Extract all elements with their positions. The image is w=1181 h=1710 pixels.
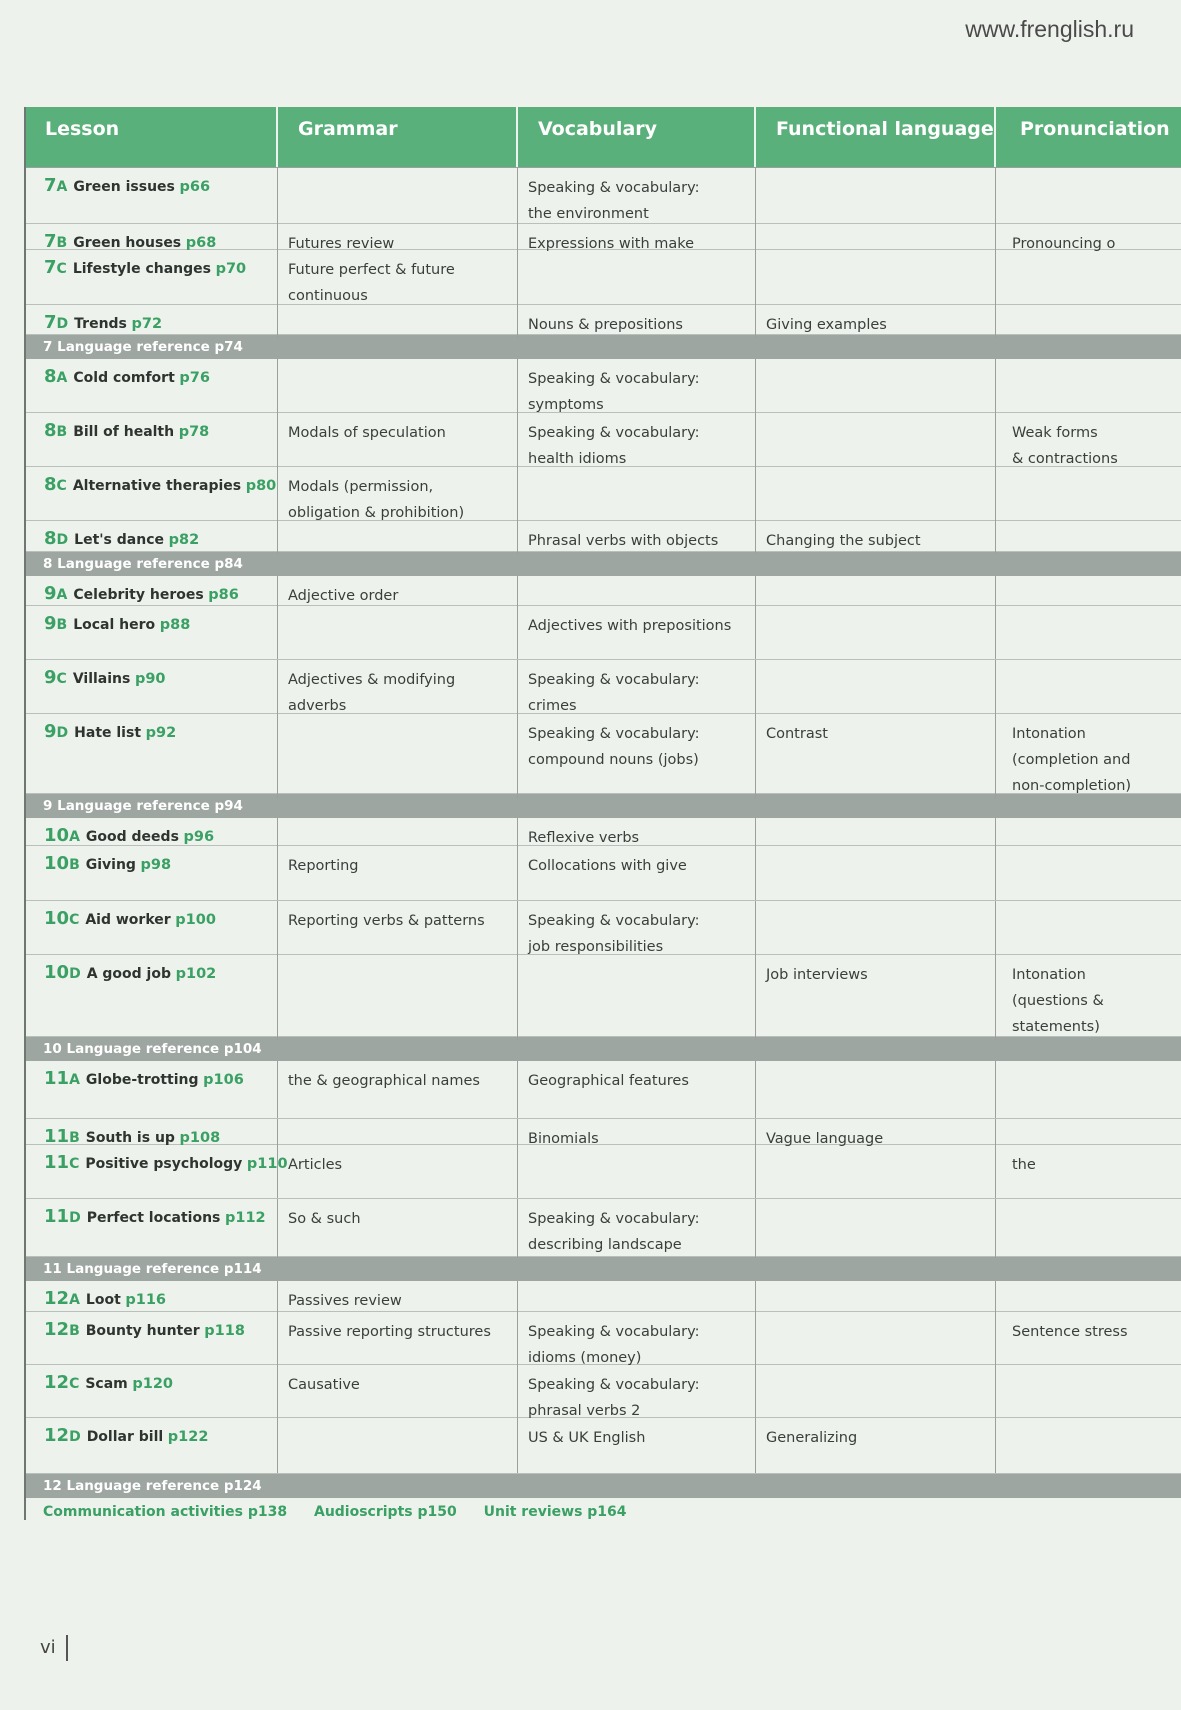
pronunciation-cell [996,846,1181,900]
lesson-title: Positive psychology [85,1156,243,1172]
functional-language-cell [756,660,996,719]
header-vocabulary: Vocabulary [518,107,756,167]
pronunciation-cell: Intonation (questions & statements) [1012,967,1104,1035]
vocabulary-cell: Nouns & prepositions [518,305,756,338]
grammar-cell: Modals (permission, obligation & prohibition) [278,467,518,526]
lesson-cell[interactable] [26,467,278,526]
functional-language-cell [756,250,996,309]
vocabulary-cell: Speaking & vocabulary: idioms (money) [518,1312,756,1371]
lesson-cell[interactable] [26,606,278,659]
vocabulary-cell: Adjectives with prepositions [518,606,756,659]
functional-language-cell [756,167,996,227]
lesson-letter: C [56,671,67,687]
lesson-row [26,1061,1181,1119]
lesson-code [44,721,68,742]
header-functional-language: Functional language [756,107,996,167]
lesson-code [44,613,67,634]
lesson-title: Celebrity heroes [73,587,204,603]
lesson-title: Scam [85,1376,128,1392]
functional-language-cell [756,1199,996,1258]
lesson-code [44,1319,80,1340]
functional-language-cell: Job interviews [756,955,996,1040]
vocabulary-cell: Binomials [518,1119,756,1152]
lesson-title: Trends [74,316,127,332]
grammar-cell: Modals of speculation [278,413,518,472]
lesson-title: Cold comfort [73,370,175,386]
lesson-page: p80 [245,478,277,494]
lesson-letter: A [56,587,68,603]
lesson-page: p106 [203,1072,244,1088]
pronunciation-cell: Weak forms & contractions [1012,425,1118,467]
lesson-cell[interactable] [26,413,278,472]
grammar-cell [278,606,518,659]
lesson-title: Green houses [73,235,182,251]
functional-language-cell: Giving examples [756,305,996,338]
lesson-row [26,1365,1181,1418]
lesson-page: p78 [178,424,210,440]
vocabulary-cell: Phrasal verbs with objects [518,521,756,554]
grammar-cell [278,521,518,554]
lesson-letter: D [56,725,69,741]
lesson-letter: B [56,617,68,633]
lesson-cell[interactable] [26,305,278,338]
lesson-letter: B [69,1323,80,1339]
lesson-number: 8 [44,420,57,441]
lesson-letter: A [56,179,68,195]
lesson-letter: D [69,1210,81,1226]
lesson-title: Bounty hunter [85,1323,200,1339]
vocabulary-cell [518,467,756,526]
table-body [26,167,1181,1498]
grammar-cell: Adjectives & modifying adverbs [278,660,518,719]
lesson-row [26,1312,1181,1365]
header-lesson: Lesson [26,107,278,167]
lesson-row [26,1418,1181,1474]
lesson-page: p82 [168,532,200,548]
lesson-title: Good deeds [85,829,179,845]
functional-language-cell [756,1145,996,1198]
functional-language-cell [756,467,996,526]
lesson-number: 9 [44,583,57,604]
lesson-letter: B [56,235,68,251]
vocabulary-cell: US & UK English [518,1418,756,1473]
lesson-letter: B [69,1130,80,1146]
pronunciation-cell: Intonation (completion and non-completion) [1012,726,1132,794]
lesson-letter: D [56,532,69,548]
lesson-code [44,853,80,874]
grammar-cell: Passive reporting structures [278,1312,518,1371]
lesson-number: 12 [44,1372,70,1393]
lesson-cell[interactable] [26,1281,278,1314]
lesson-row [26,955,1181,1037]
vocabulary-cell: Speaking & vocabulary: compound nouns (jobs) [518,714,756,799]
lesson-page: p112 [224,1210,266,1226]
communication-activities-link[interactable]: Communication activities p138 [43,1504,288,1520]
lesson-title: Loot [85,1292,121,1308]
grammar-cell: Passives review [278,1281,518,1314]
lesson-page: p110 [246,1156,288,1172]
lesson-number: 10 [44,825,70,846]
lesson-number: 7 [44,175,57,196]
lesson-letter: A [69,1292,80,1308]
lesson-number: 10 [44,853,70,874]
lesson-number: 9 [44,613,57,634]
header-pronunciation: Pronunciation [1020,118,1170,140]
lesson-number: 9 [44,721,57,742]
lesson-title: Villains [72,671,131,687]
grammar-cell [278,955,518,1040]
vocabulary-cell: Expressions with make [518,224,756,257]
grammar-cell: Reporting [278,846,518,900]
lesson-row [26,250,1181,305]
lesson-title: Globe-trotting [85,1072,199,1088]
grammar-cell: Articles [278,1145,518,1198]
language-reference-band[interactable]: 11 Language reference p114 [26,1257,1181,1281]
functional-language-cell: Generalizing [756,1418,996,1473]
functional-language-cell [756,1365,996,1424]
lesson-code [44,312,68,333]
lesson-title: Alternative therapies [72,478,242,494]
lesson-row [26,606,1181,660]
pronunciation-cell [996,305,1181,338]
grammar-cell [278,305,518,338]
lesson-number: 12 [44,1319,70,1340]
grammar-cell: Adjective order [278,576,518,609]
lesson-code [44,1152,79,1173]
lesson-number: 7 [44,231,57,252]
unit-reviews-link[interactable]: Unit reviews p164 [483,1504,627,1520]
functional-language-cell [756,359,996,418]
pronunciation-cell [996,1061,1181,1118]
lesson-row [26,660,1181,714]
lesson-letter: C [69,1156,80,1172]
grammar-cell [278,359,518,418]
lesson-page: p90 [134,671,166,687]
lesson-page: p76 [179,370,210,386]
vocabulary-cell [518,1281,756,1314]
lesson-number: 10 [44,908,70,929]
lesson-letter: D [69,1429,81,1445]
functional-language-cell: Contrast [756,714,996,799]
lesson-page: p92 [145,725,177,741]
pronunciation-cell [996,660,1181,719]
site-watermark: www.frenglish.ru [965,16,1134,42]
pronunciation-cell [996,1365,1181,1424]
lesson-row [26,1281,1181,1312]
lesson-code [44,583,67,604]
vocabulary-cell: Collocations with give [518,846,756,900]
lesson-row [26,467,1181,521]
lesson-row [26,521,1181,552]
lesson-title: Giving [85,857,136,873]
pronunciation-cell [996,467,1181,526]
lesson-page: p118 [204,1323,245,1339]
vocabulary-cell [518,955,756,1040]
functional-language-cell: Vague language [756,1119,996,1152]
vocabulary-cell: Speaking & vocabulary: health idioms [518,413,756,472]
lesson-row [26,224,1181,250]
pronunciation-cell [996,167,1181,227]
grammar-cell: Future perfect & future continuous [278,250,518,309]
lesson-page: p120 [132,1376,174,1392]
pronunciation-cell: Sentence stress [1012,1324,1128,1340]
lesson-code [44,1206,81,1227]
table-header-row [26,107,1181,167]
functional-language-cell [756,1281,996,1314]
lesson-number: 11 [44,1206,70,1227]
grammar-cell [278,1418,518,1473]
lesson-code [44,1425,81,1446]
functional-language-cell [756,606,996,659]
header-grammar: Grammar [278,107,518,167]
lesson-title: Green issues [73,179,175,195]
lesson-letter: B [56,424,68,440]
pronunciation-cell [996,1281,1181,1314]
lesson-cell[interactable] [26,1145,288,1198]
lesson-cell[interactable] [26,1199,278,1258]
lesson-page: p88 [159,617,191,633]
lesson-letter: C [69,912,80,928]
functional-language-cell [756,1312,996,1371]
pronunciation-cell [996,901,1181,960]
pronunciation-cell [996,521,1181,554]
lesson-code [44,908,79,929]
vocabulary-cell: Speaking & vocabulary: phrasal verbs 2 [518,1365,756,1424]
lesson-title: Let's dance [74,532,164,548]
lesson-title: Local hero [73,617,156,633]
lesson-code [44,667,67,688]
lesson-letter: D [69,966,81,982]
lesson-code [44,528,68,549]
lesson-page: p98 [140,857,172,873]
lesson-page: p102 [175,966,217,982]
lesson-cell[interactable] [26,901,278,960]
lesson-title: South is up [85,1130,175,1146]
grammar-cell [278,714,518,799]
lesson-number: 7 [44,312,57,333]
vocabulary-cell: Speaking & vocabulary: symptoms [518,359,756,418]
functional-language-cell [756,901,996,960]
lesson-row [26,714,1181,794]
pronunciation-cell: the [1012,1157,1036,1173]
lesson-number: 8 [44,528,57,549]
lesson-title: Lifestyle changes [72,261,211,277]
pronunciation-cell [996,606,1181,659]
language-reference-band[interactable]: 12 Language reference p124 [26,1474,1181,1498]
lesson-number: 9 [44,667,57,688]
lesson-letter: C [56,261,67,277]
lesson-code [44,825,80,846]
lesson-row [26,576,1181,606]
grammar-cell: Futures review [278,224,518,257]
lesson-number: 12 [44,1288,70,1309]
lesson-row [26,1119,1181,1145]
lesson-title: A good job [86,966,171,982]
lesson-page: p116 [125,1292,167,1308]
grammar-cell [278,167,518,227]
audioscripts-link[interactable]: Audioscripts p150 [313,1504,457,1520]
lesson-title: Dollar bill [86,1429,164,1445]
lesson-cell[interactable] [26,714,278,799]
lesson-row [26,359,1181,413]
functional-language-cell [756,413,996,472]
lesson-row [26,818,1181,846]
functional-language-cell [756,576,996,609]
vocabulary-cell: Speaking & vocabulary: describing landscape [518,1199,756,1258]
lesson-row [26,413,1181,467]
vocabulary-cell: Speaking & vocabulary: the environment [518,167,756,227]
pronunciation-cell [996,359,1181,418]
lesson-number: 8 [44,474,57,495]
vocabulary-cell: Reflexive verbs [518,818,756,851]
lesson-row [26,1145,1181,1199]
lesson-letter: A [69,1072,80,1088]
lesson-page: p66 [179,179,211,195]
lesson-cell[interactable] [26,660,278,719]
lesson-number: 11 [44,1068,70,1089]
lesson-cell[interactable] [26,521,278,554]
lesson-code [44,1288,80,1309]
pronunciation-cell [996,250,1181,309]
lesson-letter: A [69,829,80,845]
grammar-cell: Causative [278,1365,518,1424]
lesson-row [26,1199,1181,1257]
lesson-code [44,1068,80,1089]
lesson-code [44,962,81,983]
lesson-page: p72 [131,316,163,332]
contents-table [24,107,1181,1520]
lesson-code [44,366,67,387]
lesson-page: p108 [179,1130,221,1146]
language-reference-band[interactable]: 10 Language reference p104 [26,1037,1181,1061]
vocabulary-cell [518,576,756,609]
lesson-cell[interactable] [26,250,278,309]
lesson-letter: C [69,1376,80,1392]
functional-language-cell [756,846,996,900]
lesson-number: 7 [44,257,57,278]
lesson-page: p96 [183,829,215,845]
lesson-cell[interactable] [26,576,278,609]
language-reference-band[interactable]: 8 Language reference p84 [26,552,1181,576]
lesson-cell[interactable] [26,1061,278,1118]
lesson-title: Bill of health [73,424,175,440]
lesson-cell[interactable] [26,1312,278,1371]
lesson-code [44,257,67,278]
lesson-code [44,231,67,252]
lesson-page: p70 [215,261,247,277]
functional-language-cell [756,1061,996,1118]
language-reference-band[interactable]: 7 Language reference p74 [26,335,1181,359]
lesson-row [26,901,1181,955]
grammar-cell: So & such [278,1199,518,1258]
grammar-cell: Reporting verbs & patterns [278,901,518,960]
lesson-number: 11 [44,1152,70,1173]
grammar-cell: the & geographical names [278,1061,518,1118]
lesson-title: Perfect locations [86,1210,221,1226]
appendix-links [26,1498,1181,1520]
lesson-code [44,1372,79,1393]
lesson-letter: C [56,478,67,494]
lesson-row [26,167,1181,224]
lesson-code [44,1126,80,1147]
lesson-number: 8 [44,366,57,387]
lesson-number: 11 [44,1126,70,1147]
lesson-title: Hate list [74,725,142,741]
lesson-page: p86 [208,587,239,603]
lesson-letter: D [56,316,69,332]
lesson-page: p68 [185,235,217,251]
lesson-cell[interactable] [26,167,278,227]
page-number: vi [40,1635,68,1661]
lesson-page: p100 [175,912,216,928]
pronunciation-cell: Pronouncing o [1012,236,1116,252]
lesson-cell[interactable] [26,955,278,1040]
pronunciation-cell [996,1199,1181,1258]
pronunciation-cell [996,576,1181,609]
vocabulary-cell [518,250,756,309]
lesson-letter: A [56,370,68,386]
lesson-letter: B [69,857,80,873]
lesson-code [44,474,67,495]
lesson-code [44,175,67,196]
lesson-title: Aid worker [85,912,171,928]
vocabulary-cell: Speaking & vocabulary: crimes [518,660,756,719]
vocabulary-cell: Geographical features [518,1061,756,1118]
pronunciation-cell [996,1418,1181,1473]
language-reference-band[interactable]: 9 Language reference p94 [26,794,1181,818]
lesson-cell[interactable] [26,359,278,418]
lesson-number: 12 [44,1425,70,1446]
lesson-code [44,420,67,441]
lesson-page: p122 [167,1429,209,1445]
lesson-cell[interactable] [26,846,278,900]
lesson-row [26,846,1181,901]
vocabulary-cell: Speaking & vocabulary: job responsibilities [518,901,756,960]
lesson-row [26,305,1181,335]
lesson-cell[interactable] [26,1365,278,1424]
lesson-number: 10 [44,962,70,983]
vocabulary-cell [518,1145,756,1198]
functional-language-cell: Changing the subject [756,521,996,554]
lesson-cell[interactable] [26,1418,278,1473]
